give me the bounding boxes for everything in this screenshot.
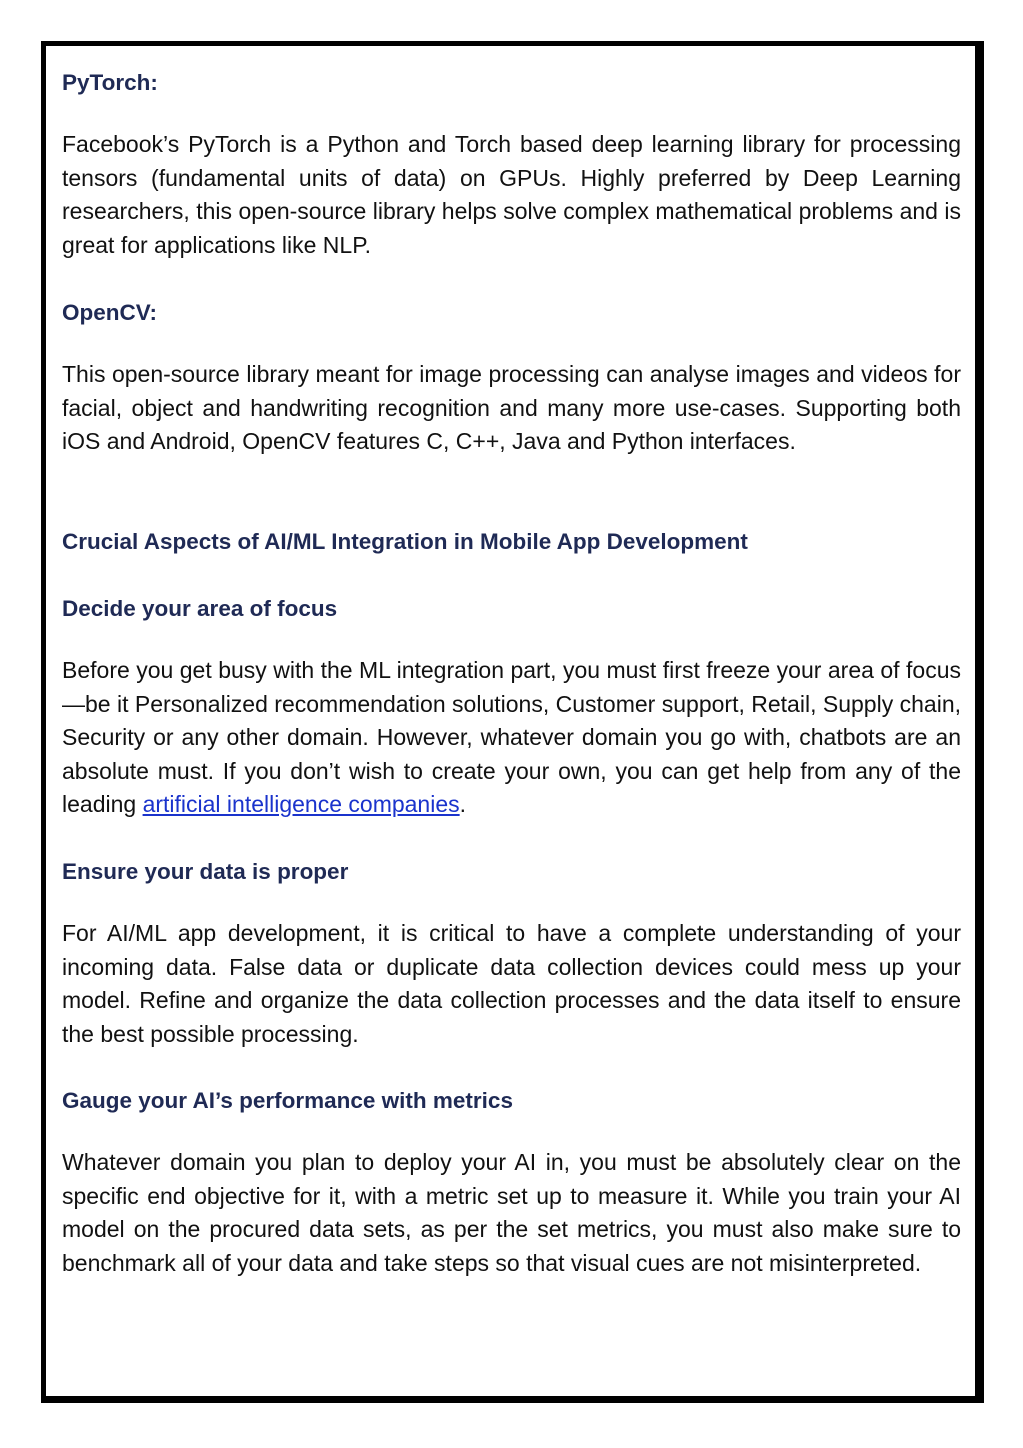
- heading-pytorch: PyTorch:: [62, 70, 158, 95]
- heading-data-proper: Ensure your data is proper: [62, 859, 349, 884]
- heading-crucial-aspects: Crucial Aspects of AI/ML Integration in Mobile App Development: [62, 529, 748, 554]
- paragraph-data-proper: For AI/ML app development, it is critical to have a complete understanding of your incoming data. False data or duplicate data collection devices could mess up your model. Refine and organize the data collection processes and the data itself to ensure the best possible processing.: [62, 920, 961, 1047]
- paragraph-area-of-focus: [62, 654, 961, 822]
- paragraph-area-of-focus-text: Before you get busy with the ML integration part, you must first freeze your area of focus—be it Personalized recommendation solutions, Customer support, Retail, Supply chain, Security or any other domain. However, whatever domain you go with, chatbots are an absolute must. If you don’t wish to create your own, you can get help from any of the leading: [62, 657, 961, 817]
- heading-metrics: Gauge your AI’s performance with metrics: [62, 1088, 513, 1113]
- paragraph-metrics: Whatever domain you plan to deploy your AI in, you must be absolutely clear on the specific end objective for it, with a metric set up to measure it. While you train your AI model on the procured data sets, as per the set metrics, you must also make sure to benchmark all of your data and take steps so that visual cues are not misinterpreted.: [62, 1149, 961, 1276]
- paragraph-opencv: This open-source library meant for image processing can analyse images and videos for facial, object and handwriting recognition and many more use-cases. Supporting both iOS and Android, OpenCV features C, C++, Java and Python interfaces.: [62, 361, 961, 454]
- heading-area-of-focus: Decide your area of focus: [62, 596, 338, 621]
- ai-companies-link[interactable]: artificial intelligence companies: [142, 791, 460, 817]
- paragraph-pytorch: Facebook’s PyTorch is a Python and Torch based deep learning library for processing tensors (fundamental units of data) on GPUs. Highly preferred by Deep Learning researchers, this open-source library helps solve complex mathematical problems and is great for applications like NLP.: [62, 131, 961, 258]
- heading-opencv: OpenCV:: [62, 300, 158, 325]
- page-frame: [41, 41, 984, 1403]
- paragraph-area-of-focus-end: .: [459, 791, 467, 817]
